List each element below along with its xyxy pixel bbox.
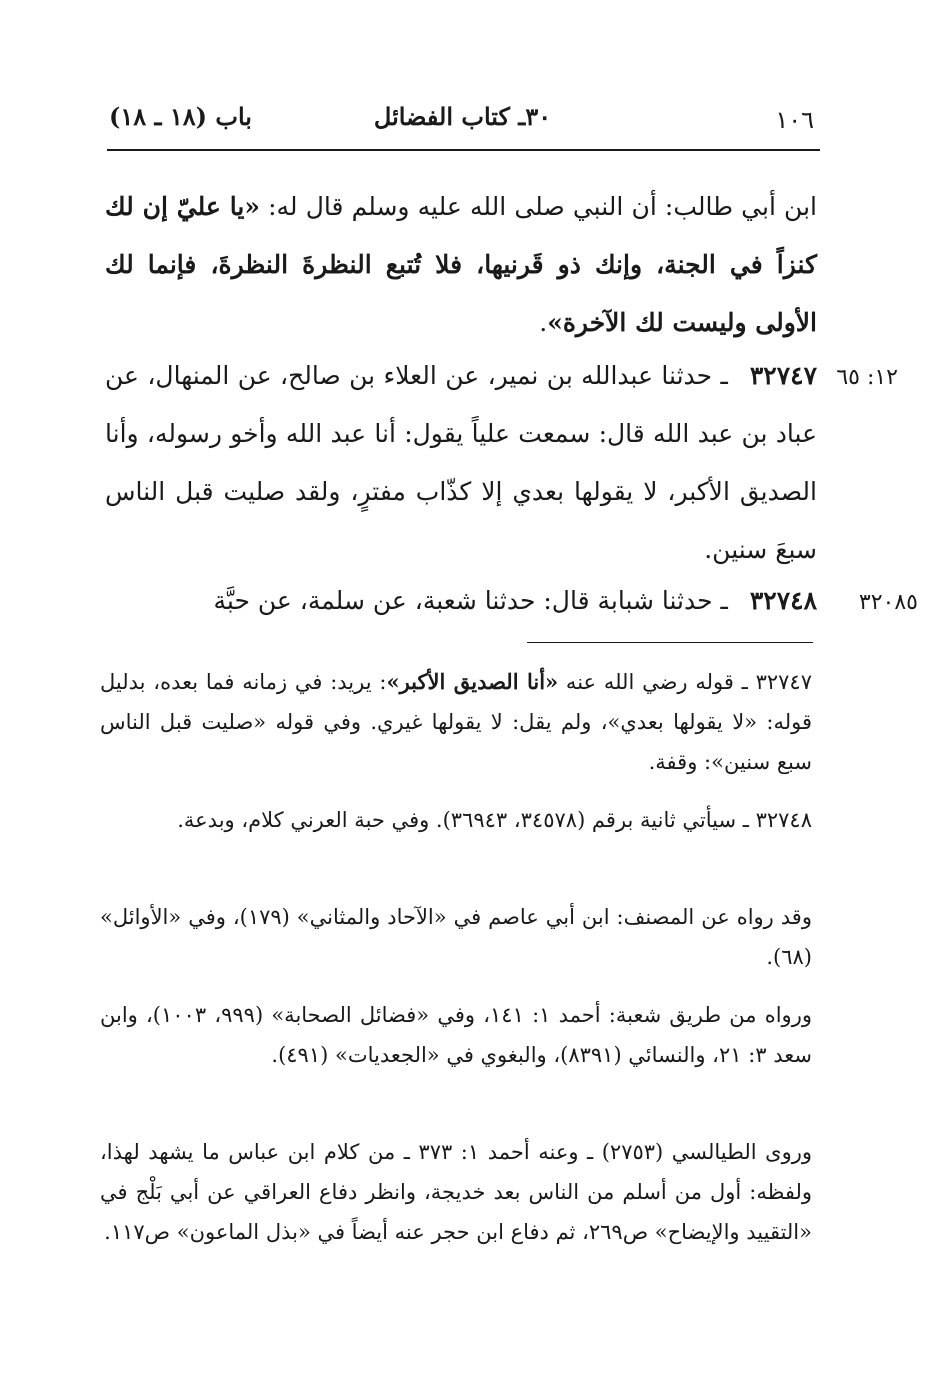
margin-ref-2: ٣٢٠٨٥ (858, 590, 918, 615)
p1-hadith-quote: «يا عليّ إن لك كنزاً في الجنة، وإنك ذو قَرنيها، فلا تُتبع النظرةَ النظرةَ، فإنما لك الأولى وليست لك الآخرة» (105, 192, 817, 337)
footnote-4: ورواه من طريق شعبة: أحمد ١: ١٤١، وفي «فضائل الصحابة» (٩٩٩، ١٠٠٣)، وابن سعد ٣: ٢١، والنسائي (٨٣٩١)، والبغوي في «الجعديات» (٤٩١). (100, 1003, 812, 1067)
p1-intro: ابن أبي طالب: أن النبي صلى الله عليه وسلم قال له: (259, 192, 817, 221)
page-number: ١٠٦ (775, 106, 814, 134)
footnote-1-rest: : يريد: في زمانه فما بعده، بدليل قوله: «لا يقولها بعدي»، ولم يقل: لا يقولها غيري. وفي قوله «صليت قبل الناس سبع سنين»: وقفة. (100, 670, 812, 774)
chapter-title: ٣٠ـ كتاب الفضائل (373, 102, 552, 131)
page-header (105, 100, 820, 140)
footnote-1-start: ٣٢٧٤٧ ـ قوله رضي الله عنه (558, 670, 812, 694)
footnote-2: ٣٢٧٤٨ ـ سيأتي ثانية برقم (٣٤٥٧٨، ٣٦٩٤٣). وفي حبة العرني كلام، وبدعة. (177, 808, 812, 832)
hadith-32748 (105, 572, 817, 630)
main-paragraph-1 (105, 178, 817, 352)
hadith-text: ـ حدثنا شبابة قال: حدثنا شعبة، عن سلمة، عن حبَّة (213, 586, 728, 615)
footnote-1 (100, 662, 812, 782)
footnote-1-quote: «أنا الصديق الأكبر» (386, 669, 559, 694)
footnote-5: وروى الطيالسي (٢٧٥٣) ـ وعنه أحمد ١: ٣٧٣ ـ من كلام ابن عباس ما يشهد لهذا، ولفظه: أول من أسلم من الناس بعد خديجة، وانظر دفاع العراقي عن أبي بَلْج في «التقييد والإيضاح» ص٢٦٩، ثم دفاع ابن حجر عنه أيضاً في «بذل الماعون» ص١١٧. (100, 1140, 813, 1244)
hadith-number: ٣٢٧٤٧ (749, 361, 817, 390)
margin-ref-1: ١٢: ٦٥ (836, 365, 898, 390)
header-rule (107, 149, 820, 151)
hadith-number: ٣٢٧٤٨ (749, 586, 817, 615)
footnote-separator (527, 642, 813, 643)
footnote-3: وقد رواه عن المصنف: ابن أبي عاصم في «الآحاد والمثاني» (١٧٩)، وفي «الأوائل» (٦٨). (100, 905, 812, 969)
bab-label: باب (١٨ ـ ١٨) (109, 102, 252, 131)
hadith-32747 (105, 347, 817, 579)
p1-end: . (539, 308, 548, 337)
hadith-text: ـ حدثنا عبدالله بن نمير، عن العلاء بن صالح، عن المنهال، عن عباد بن عبد الله قال: سمعت علياً يقول: أنا عبد الله وأخو رسوله، وأنا الصديق الأكبر، لا يقولها بعدي إلا كذّاب مفترٍ، ولقد صليت قبل الناس سبعَ سنين. (105, 361, 817, 564)
